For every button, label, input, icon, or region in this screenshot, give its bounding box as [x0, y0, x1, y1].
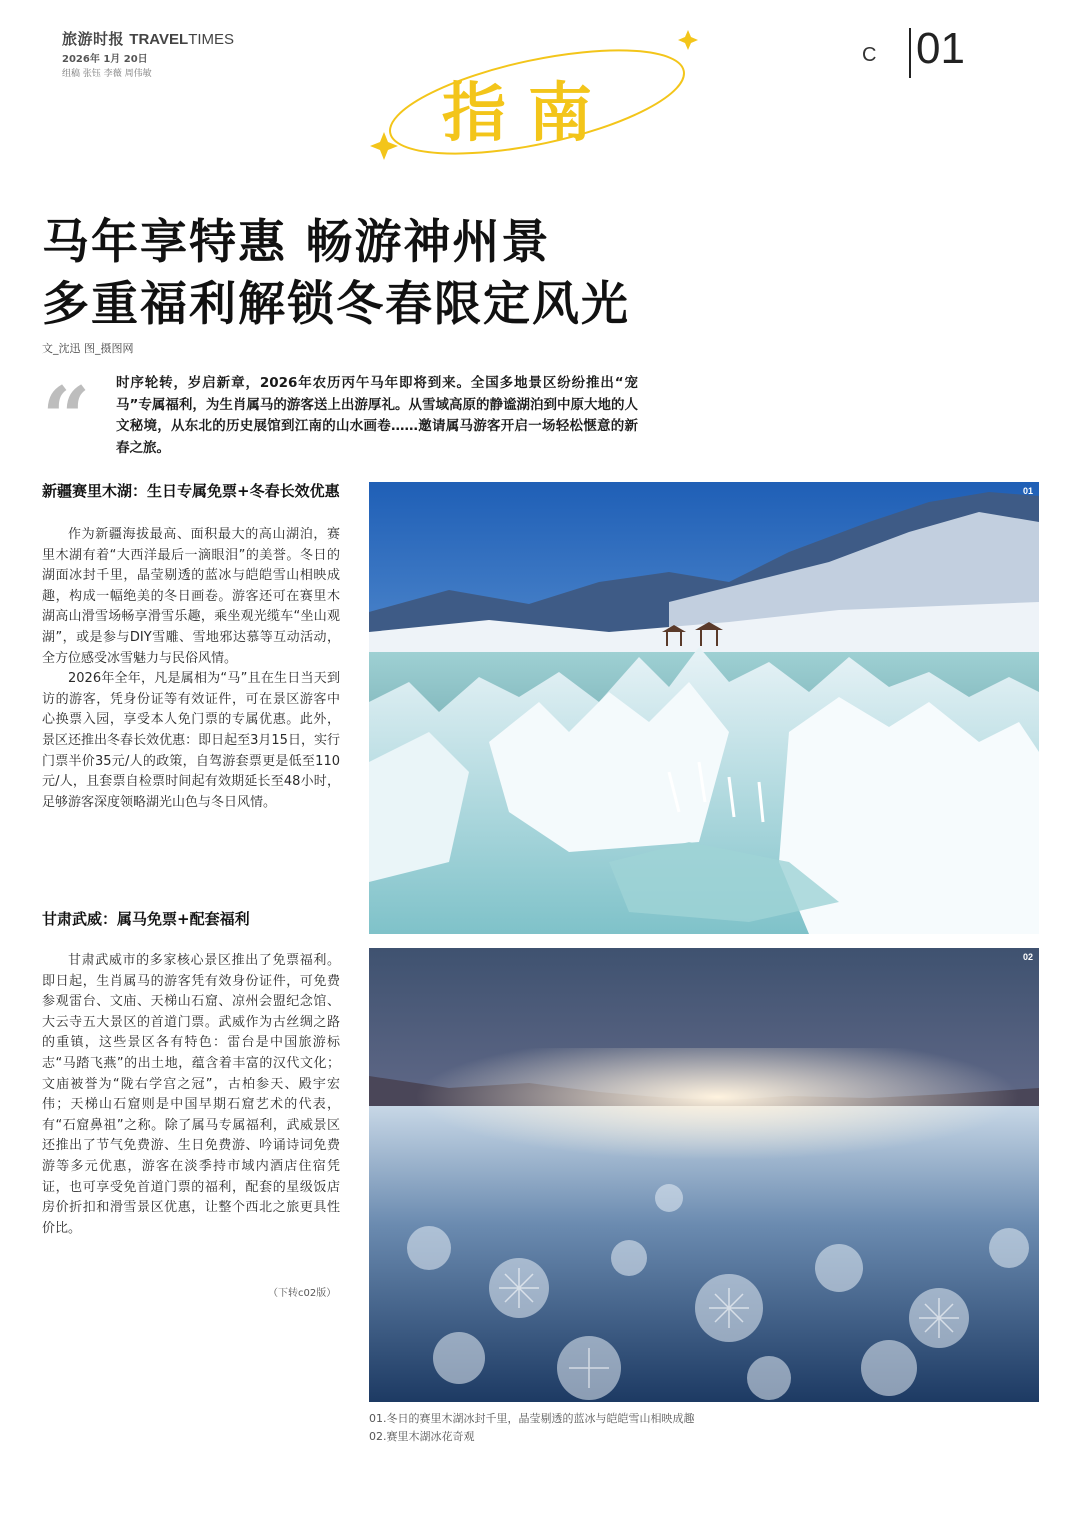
section-2-paragraph-1: 甘肃武威市的多家核心景区推出了免票福利。即日起，生肖属马的游客凭有效身份证件，可免费参观雷台、文庙、天梯山石窟、凉州会盟纪念馆、大云寺五大景区的首道门票。武威作为古丝绸之路的重镇，这些景区各有特色：雷台是中国旅游标志“马踏飞燕”的出土地，蕴含着丰富的汉代文化；文庙被誉为“陇右学宫之冠”，古柏参天、殿宇宏伟；天梯山石窟则是中国早期石窟艺术的代表，有“石窟鼻祖”之称。除了属马专属福利，武威景区还推出了节气免费游、生日免费游、吟诵诗词免费游等多元优惠，游客在淡季持市域内酒店住宿凭证，也可享受免首道门票的福利，配套的星级饭店房价折扣和滑雪景区优惠，让整个西北之旅更具性价比。: [42, 953, 340, 1236]
headline: [42, 212, 802, 336]
editor-credits: 组稿 张钰 李薇 周伟敏: [62, 69, 152, 79]
section-1-paragraph-2: 2026年全年，凡是属相为“马”且在生日当天到访的游客，凭身份证等有效证件，可在景区游客中心换票入园，享受本人免门票的专属优惠。此外，景区还推出冬春长效优惠：即日起至3月15日，实行门票半价35元/人的政策，自驾游套票更是低至110元/人，且套票自检票时间起有效期延长至48小时，足够游客深度领略湖光山色与冬日风情。: [42, 671, 340, 810]
sparkle-icon-left: [370, 132, 398, 160]
newspaper-brand: [62, 28, 234, 49]
article-section-2: [42, 908, 340, 1239]
article-section-1: [42, 480, 340, 813]
photo-01-image: [369, 482, 1039, 934]
section-2-heading: 甘肃武威：属马免票+配套福利: [42, 910, 250, 928]
brand-name-cn: 旅游时报: [62, 30, 125, 48]
headline-line-2: 多重福利解锁冬春限定风光: [42, 277, 630, 332]
photo-02-image: [369, 948, 1039, 1402]
photo-02-caption: 02.赛里木湖冰花奇观: [369, 1430, 475, 1443]
photo-02-number: 02: [1022, 952, 1033, 962]
quote-mark-icon: “: [42, 368, 91, 467]
section-header: [362, 22, 702, 162]
byline: 文_沈迅 图_摄图网: [42, 342, 134, 355]
page-letter: C: [862, 44, 883, 66]
photo-01: [369, 482, 1039, 934]
headline-line-1: 马年享特惠 畅游神州景: [42, 215, 551, 270]
page-divider: [909, 28, 911, 78]
issue-date: 2026年 1月 20日: [62, 54, 148, 65]
lead-paragraph: 时序轮转，岁启新章，2026年农历丙午马年即将到来。全国多地景区纷纷推出“宠马”专属福利，为生肖属马的游客送上出游厚礼。从雪域高原的静谧湖泊到中原大地的人文秘境，从东北的历史展馆到江南的山水画卷……邀请属马游客开启一场轻松惬意的新春之旅。: [116, 375, 638, 456]
photo-01-caption: 01.冬日的赛里木湖冰封千里，晶莹剔透的蓝冰与皑皑雪山相映成趣: [369, 1412, 695, 1425]
continuation-note: （下转c02版）: [268, 1288, 337, 1299]
section-1-heading: 新疆赛里木湖：生日专属免票+冬春长效优惠: [42, 482, 340, 500]
photo-02: [369, 948, 1039, 1402]
photo-captions: [369, 1410, 695, 1446]
photo-01-number: 01: [1022, 486, 1033, 496]
section-1-paragraph-1: 作为新疆海拔最高、面积最大的高山湖泊，赛里木湖有着“大西洋最后一滴眼泪”的美誉。冬日的湖面冰封千里，晶莹剔透的蓝冰与皑皑雪山相映成趣，构成一幅绝美的冬日画卷。游客还可在赛里木湖高山滑雪场畅享滑雪乐趣，乘坐观光缆车“坐山观湖”，或是参与DIY雪雕、雪地邪达慕等互动活动，全方位感受冰雪魅力与民俗风情。: [42, 527, 340, 666]
sparkle-icon-right: [678, 30, 698, 50]
brand-name-en-bold: TRAVEL: [129, 31, 189, 48]
section-title: 指南: [442, 77, 614, 151]
page-number-value: 01: [916, 24, 965, 73]
brand-name-en-light: TIMES: [188, 31, 235, 48]
